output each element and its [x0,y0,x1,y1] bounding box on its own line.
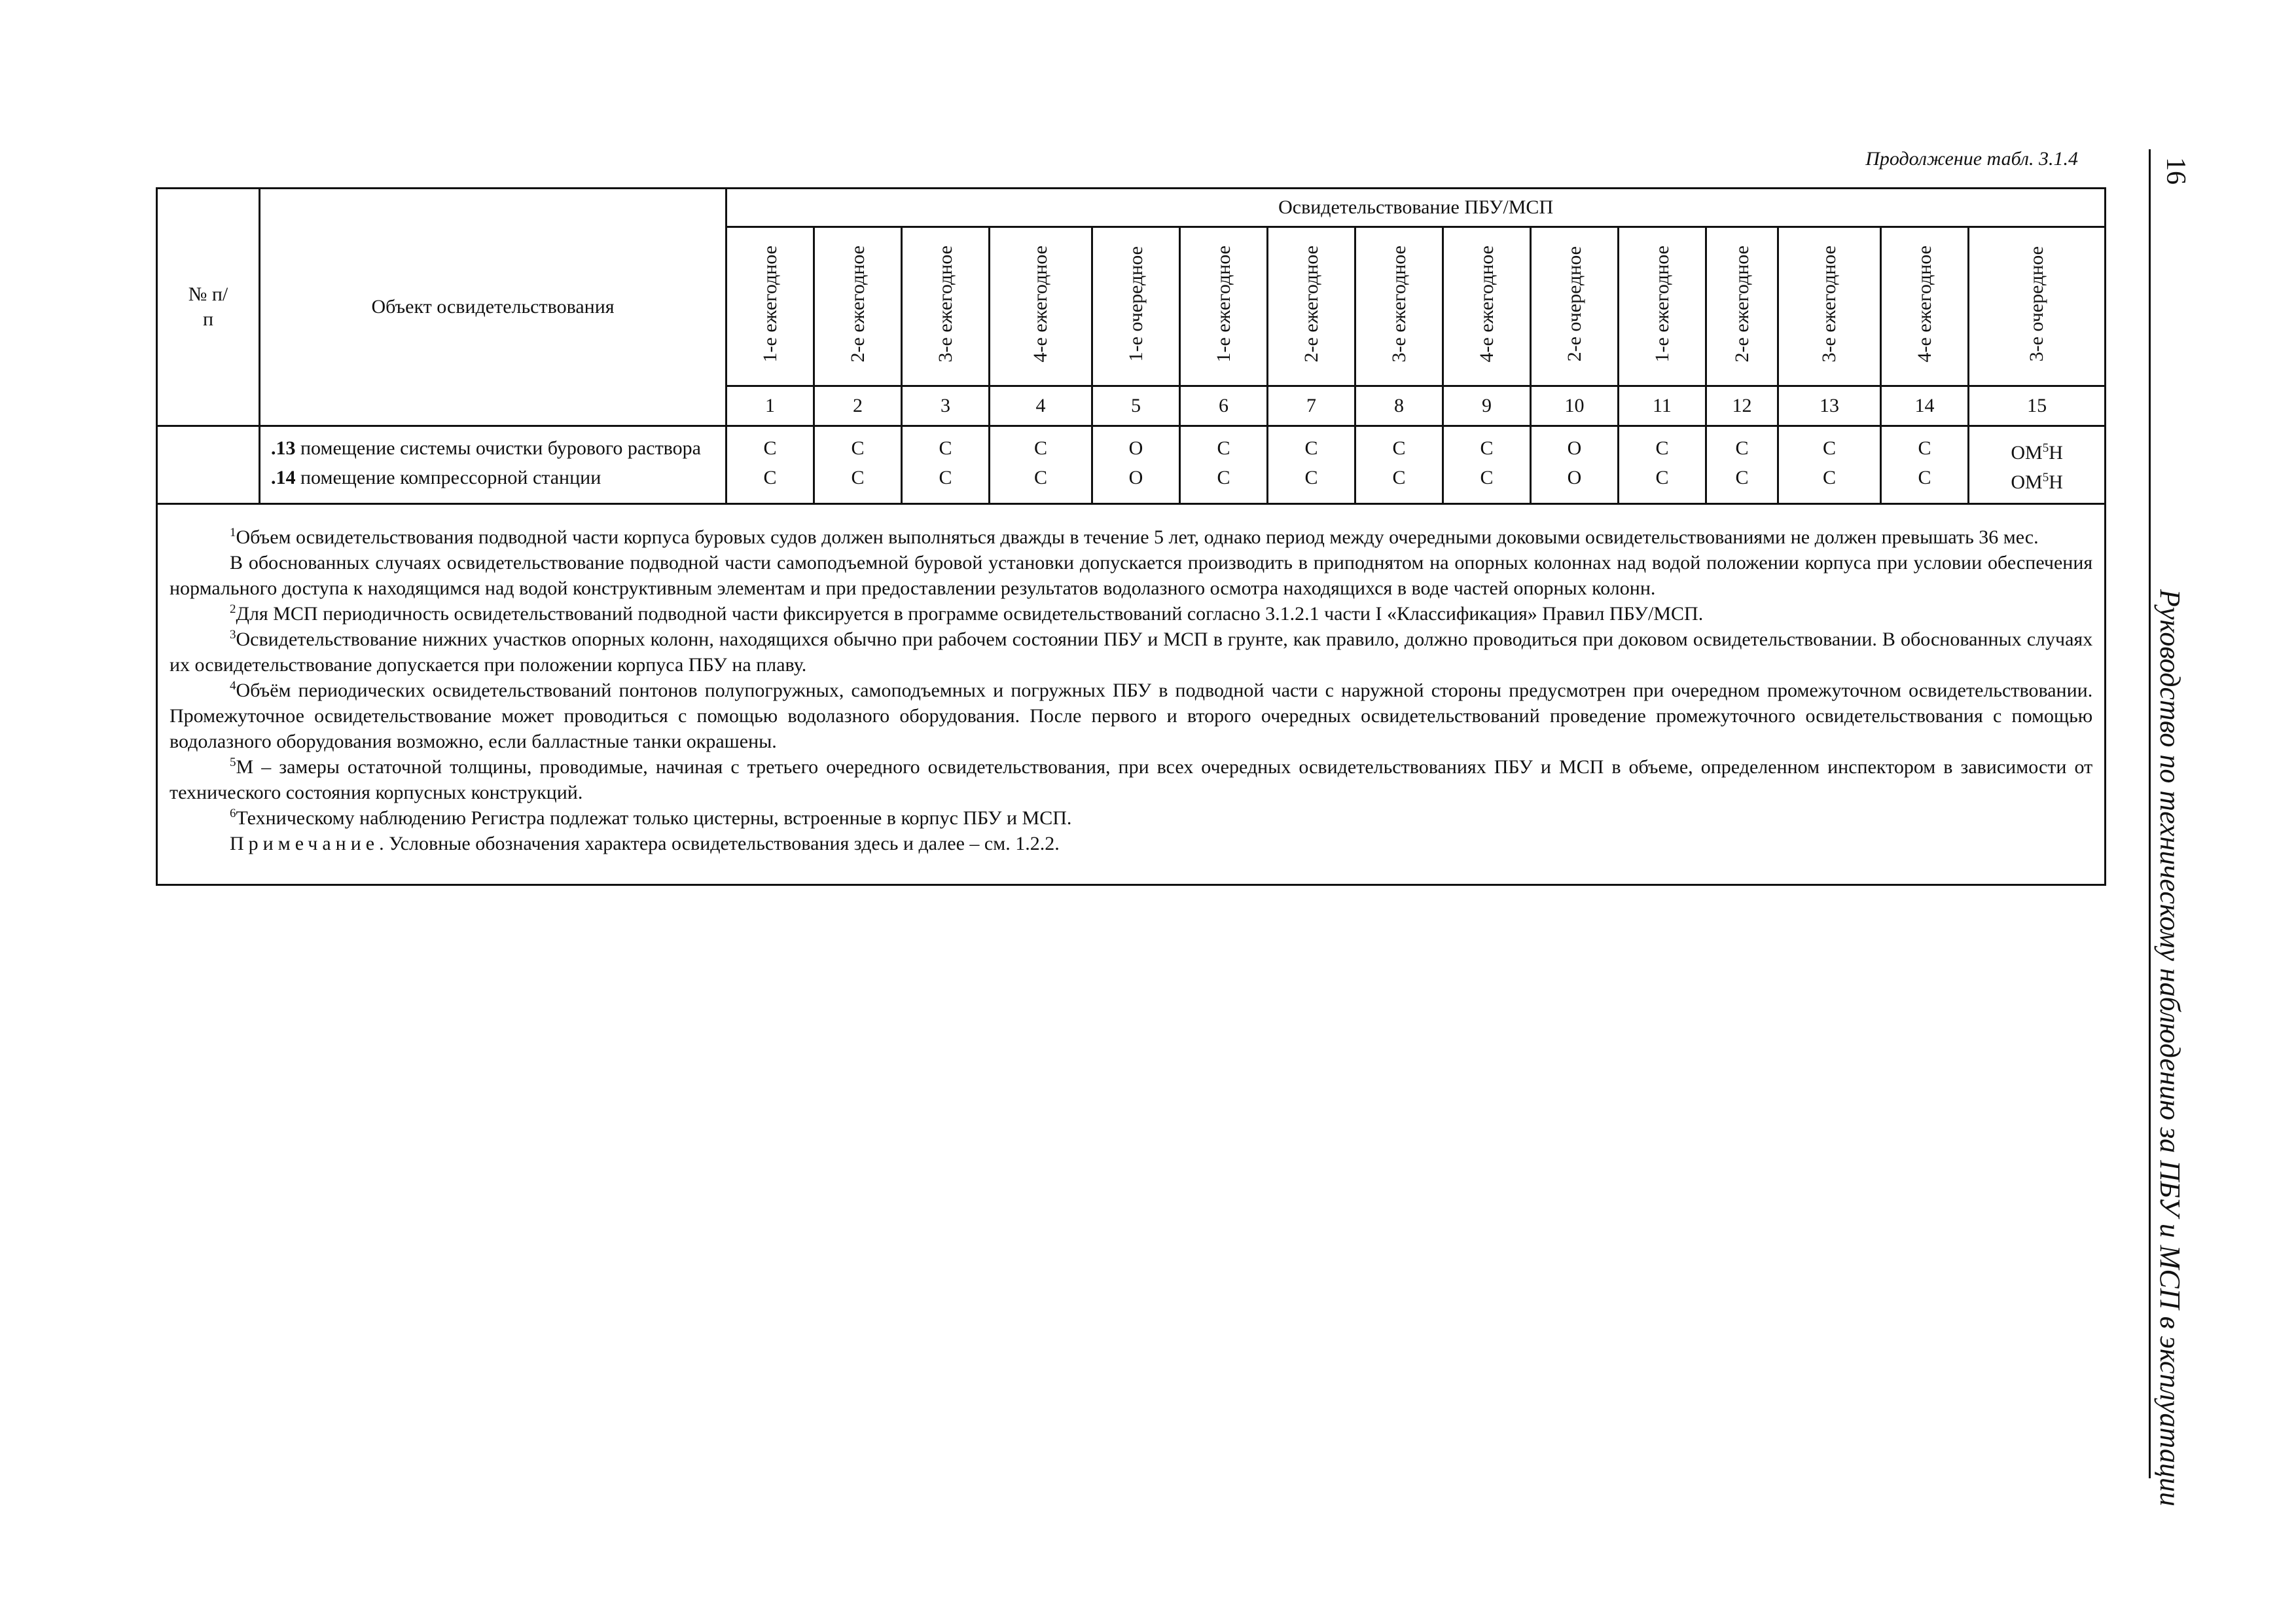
survey-value-text: С [763,437,777,459]
object-header-label: Объект освидетельствования [371,296,615,318]
side-divider [2149,149,2151,1478]
column-header [1619,227,1706,386]
footnote-text: Для МСП периодичность освидетельствований подводной части фиксируется в программе освидетельствований согласно 3.1.2.1 части I «Классификация» Правил ПБУ/МСП. [236,603,1704,625]
survey-value [902,465,990,504]
survey-value [1969,465,2106,504]
column-header [1706,227,1778,386]
header-row-group [157,189,2106,227]
survey-value [1268,426,1355,466]
survey-value-text: С [1822,467,1836,488]
footnote-text: Объём периодических освидетельствований понтонов полупогружных, самоподъемных и погружных ПБУ в подводной части с наружной стороны предусмотрен при очередном промежуточном освидетельствовании. Промежуточное освидетельствование может проводиться с помощью водолазного оборудования. После первого и второго очередных освидетельствований проведение промежуточного освидетельствования с помощью водолазного оборудования возможно, если балластные танки окрашены. [170,680,2093,752]
footnote-text: В обоснованных случаях освидетельствование подводной части самоподъемной буровой установки допускается производить в приподнятом на опорных колоннах над водой положении корпуса при условии обеспечения нормального доступа к находящимся над водой конструктивным элементам и при предоставлении результатов водолазного осмотра находящихся в воде частей опорных колонн. [170,552,2093,599]
notes-row [157,504,2106,885]
column-header-label: 4-е ежегодное [1913,245,1935,363]
survey-value-text: С [1918,437,1931,459]
column-header [1268,227,1355,386]
object-code: .13 [271,437,296,459]
footnote-mark: 4 [230,679,236,693]
survey-value-text: С [939,437,952,459]
column-number: 4 [990,386,1092,426]
running-title: Руководство по техническому наблюдению за ПБУ и МСП в эксплуатации [2154,589,2186,1506]
survey-value-suffix: Н [2049,442,2063,464]
column-number: 11 [1619,386,1706,426]
footnote-ref: 5 [2042,471,2049,484]
survey-value-text: С [763,467,777,488]
survey-value [1881,465,1969,504]
column-header [1531,227,1619,386]
object-header [260,189,726,426]
survey-value-text: ОМ [2011,442,2043,464]
survey-value-text: С [1822,437,1836,459]
footnote [170,805,2092,831]
survey-value [1881,426,1969,466]
object-cell [260,426,726,466]
survey-value [1531,426,1619,466]
survey-group-label: Освидетельствование ПБУ/МСП [1278,196,1554,218]
column-header-label: 1-е ежегодное [759,245,781,363]
notes-cell [157,504,2106,885]
survey-value [1619,465,1706,504]
primechanie-text: . Условные обозначения характера освидетельствования здесь и далее – см. 1.2.2. [379,833,1060,854]
survey-value [1180,465,1268,504]
column-number: 10 [1531,386,1619,426]
survey-value-text: С [1033,437,1047,459]
column-header [1778,227,1881,386]
column-number: 6 [1180,386,1268,426]
survey-value [1531,465,1619,504]
survey-value [1706,426,1778,466]
column-header [1443,227,1531,386]
survey-value-text: С [1918,467,1931,488]
column-number: 8 [1355,386,1443,426]
column-header [1355,227,1443,386]
footnote-ref: 5 [2042,441,2049,455]
column-header-label: 2-е ежегодное [846,245,869,363]
survey-value-text: О [1567,437,1582,459]
survey-value [902,426,990,466]
column-header-label: 1-е ежегодное [1651,245,1673,363]
survey-value [1969,426,2106,466]
column-header-label: 2-е ежегодное [1300,245,1322,363]
survey-value-text: С [1480,437,1494,459]
survey-value-text: С [1304,437,1318,459]
continuation-label: Продолжение табл. 3.1.4 [1865,148,2078,170]
survey-value [990,465,1092,504]
survey-value-text: С [939,467,952,488]
column-number: 9 [1443,386,1531,426]
column-number: 1 [726,386,814,426]
column-header-label: 3-е ежегодное [1818,245,1840,363]
survey-value-text: С [851,467,865,488]
footnote-mark: 3 [230,628,236,642]
survey-value-text: С [1304,467,1318,488]
footnote-text: Освидетельствование нижних участков опорных колонн, находящихся обычно при рабочем состоянии ПБУ и МСП в грунте, как правило, должно проводиться при доковом освидетельствовании. В обоснованных случаях их освидетельствование допускается при положении корпуса ПБУ на плаву. [170,629,2093,676]
num-header [157,189,260,426]
column-number: 15 [1969,386,2106,426]
column-header [1092,227,1180,386]
survey-value [1092,426,1180,466]
survey-value-text: ОМ [2011,471,2043,493]
footnote [170,678,2092,754]
survey-value [814,426,902,466]
column-header [726,227,814,386]
primechanie-label: Примечание [230,833,380,854]
footnote [170,524,2092,550]
survey-value-text: О [1128,467,1143,488]
survey-value-text: О [1567,467,1582,488]
page-number: 16 [2161,157,2191,185]
column-number: 3 [902,386,990,426]
survey-value [1092,465,1180,504]
survey-value [1268,465,1355,504]
column-header [1969,227,2106,386]
column-header-label: 2-е ежегодное [1731,245,1753,363]
footnote-mark: 1 [230,526,236,539]
object-text: помещение системы очистки бурового раствора [300,437,701,459]
survey-value [1355,426,1443,466]
survey-value-text: С [1655,467,1669,488]
column-number: 5 [1092,386,1180,426]
survey-value-text: С [1480,467,1494,488]
survey-value [1180,426,1268,466]
survey-value-text: С [1655,437,1669,459]
survey-value-text: С [1735,467,1749,488]
column-number: 12 [1706,386,1778,426]
survey-value-text: С [1735,437,1749,459]
survey-value [1619,426,1706,466]
primechanie [170,831,2092,856]
footnote-mark: 6 [230,807,236,820]
column-header-label: 3-е очередное [2026,246,2048,362]
survey-value-text: С [1033,467,1047,488]
column-number: 13 [1778,386,1881,426]
column-header [990,227,1092,386]
survey-value-text: С [1217,467,1230,488]
column-header-label: 3-е ежегодное [1388,245,1410,363]
column-header-label: 2-е очередное [1563,246,1585,362]
survey-value [1443,465,1531,504]
column-number: 14 [1881,386,1969,426]
survey-value [1778,426,1881,466]
survey-value-text: С [1392,437,1406,459]
footnote-mark: 5 [230,756,236,769]
survey-value-text: С [1217,437,1230,459]
survey-value [1355,465,1443,504]
survey-value [1706,465,1778,504]
row-number-cell [157,465,260,504]
column-header-label: 4-е ежегодное [1030,245,1051,363]
survey-value-text: С [1392,467,1406,488]
survey-value-suffix: Н [2049,471,2063,493]
footnote [170,601,2092,627]
survey-value [726,426,814,466]
footnote-text: Техническому наблюдению Регистра подлежат только цистерны, встроенные в корпус ПБУ и МСП. [236,807,1072,829]
footnote-text: М – замеры остаточной толщины, проводимые, начиная с третьего очередного освидетельствования, при всех очередных освидетельствованиях ПБУ и МСП в объеме, определенном инспектором в зависимости от технического состояния корпусных конструкций. [170,756,2093,803]
column-header [814,227,902,386]
num-header-label: № п/п [188,283,228,330]
object-cell [260,465,726,504]
footnote [170,754,2092,805]
survey-value-text: О [1128,437,1143,459]
survey-value [1778,465,1881,504]
column-header-label: 1-е ежегодное [1212,245,1234,363]
column-header-label: 1-е очередное [1124,246,1147,362]
survey-value [726,465,814,504]
footnotes [170,524,2092,831]
column-header [1881,227,1969,386]
table-row [157,426,2106,466]
footnote [170,627,2092,678]
footnote-text: Объем освидетельствования подводной части корпуса буровых судов должен выполняться дважды в течение 5 лет, однако период между очередными доковыми освидетельствованиями не должен превышать 36 мес. [236,526,2039,548]
column-header-label: 4-е ежегодное [1475,245,1498,363]
column-header [902,227,990,386]
footnote-mark: 2 [230,602,236,616]
survey-value-text: С [851,437,865,459]
column-number: 7 [1268,386,1355,426]
survey-group-header [726,189,2106,227]
column-number: 2 [814,386,902,426]
footnote [170,550,2092,601]
object-code: .14 [271,467,296,488]
survey-value [814,465,902,504]
column-header-label: 3-е ежегодное [934,245,956,363]
survey-value [1443,426,1531,466]
row-number-cell [157,426,260,466]
table-row [157,465,2106,504]
object-text: помещение компрессорной станции [300,467,601,488]
column-header [1180,227,1268,386]
survey-value [990,426,1092,466]
survey-table [156,187,2106,886]
